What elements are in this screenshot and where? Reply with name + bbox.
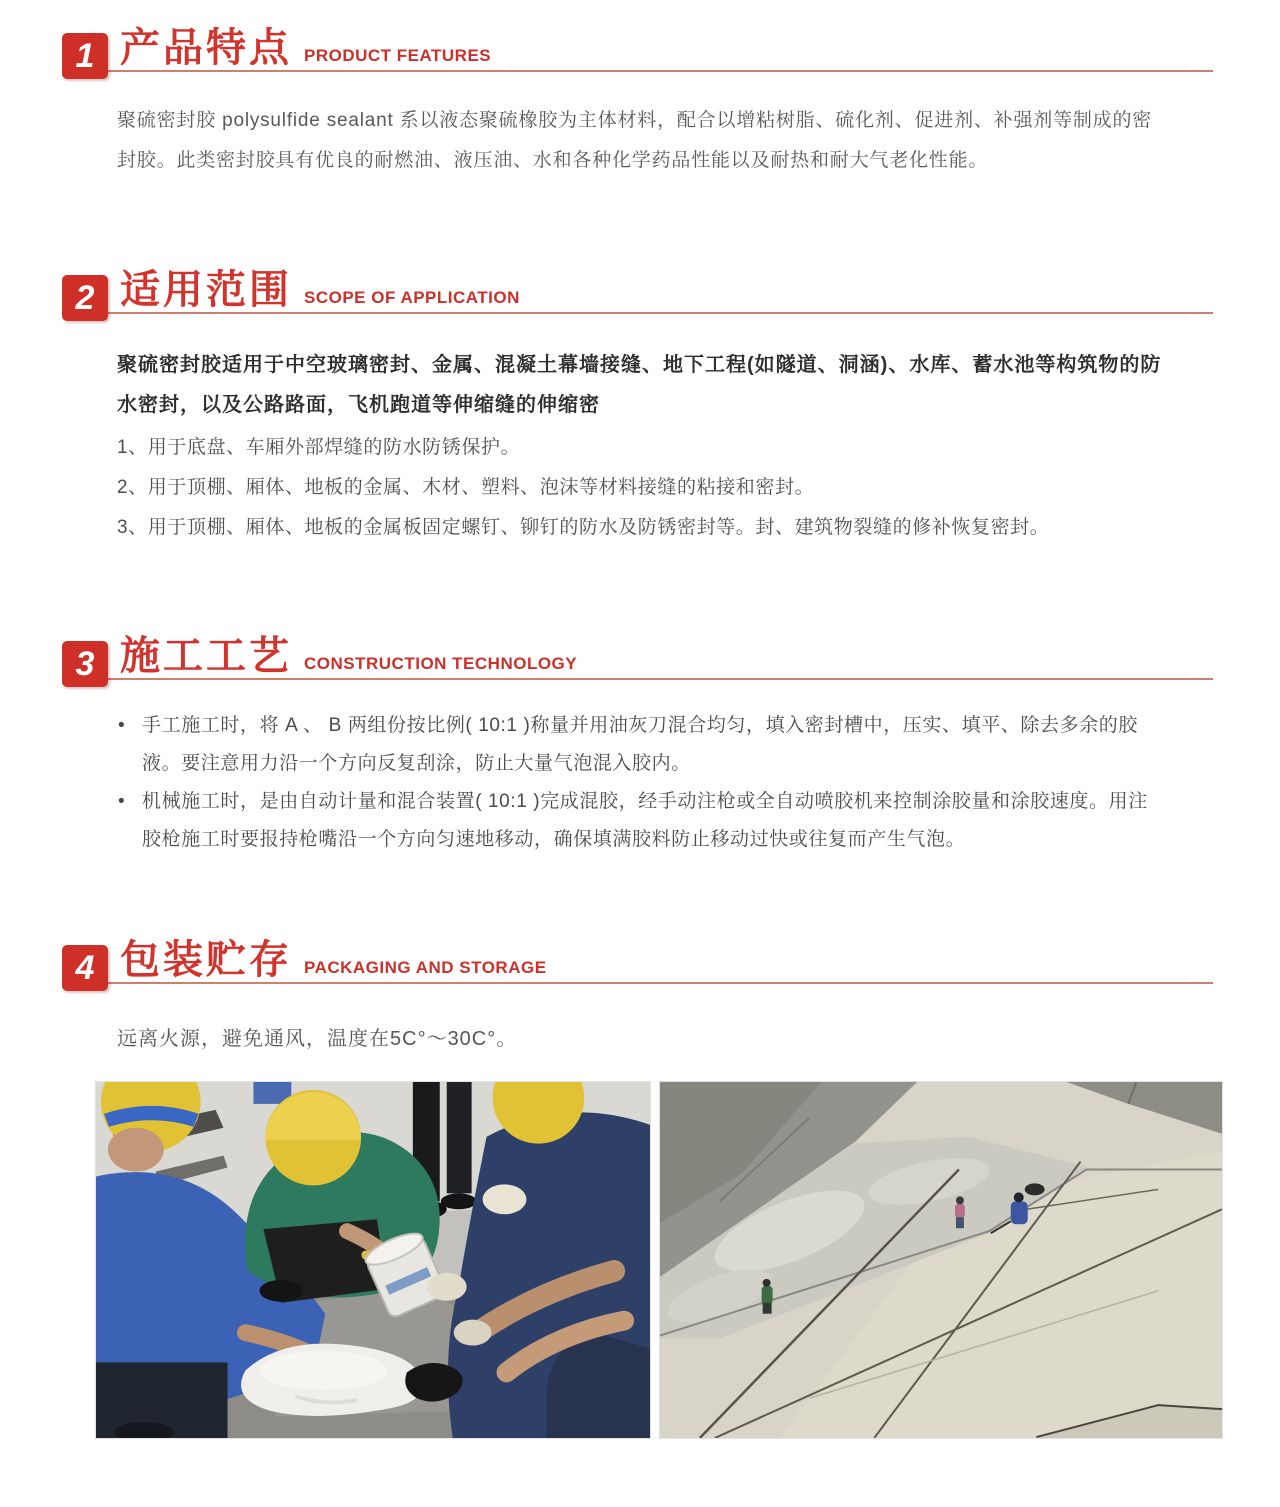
section-title-zh: 产品特点 xyxy=(120,26,292,70)
section-header xyxy=(62,938,1213,993)
workers-sealant-illustration xyxy=(96,1082,650,1438)
section-construction-technology xyxy=(62,634,1213,859)
bullet-marker: • xyxy=(118,791,125,812)
concrete-slope-illustration xyxy=(660,1082,1222,1438)
section-title-en: SCOPE OF APPLICATION xyxy=(304,288,520,307)
section-header xyxy=(62,26,1213,81)
section-header xyxy=(62,634,1213,689)
application-list xyxy=(117,431,1162,545)
content xyxy=(62,26,1213,1439)
section-titles xyxy=(120,928,547,985)
bullet-text: 机械施工时，是由自动计量和混合装置( 10:1 )完成混胶，经手动注枪或全自动喷胶机来控制涂胶量和涂胶速度。用注胶枪施工时要报持枪嘴沿一个方向匀速地移动，确保填满胶料防止移动过快或往复而产生气泡。 xyxy=(142,791,1148,850)
section-number: 3 xyxy=(75,644,95,683)
section-packaging-and-storage xyxy=(62,938,1213,1059)
list-item: 3、用于顶棚、厢体、地板的金属板固定螺钉、铆钉的防水及防锈密封等。封、建筑物裂缝的修补恢复密封。 xyxy=(117,517,1050,538)
section-number-badge xyxy=(62,945,108,991)
section-title-zh: 包装贮存 xyxy=(120,938,292,982)
photo-row xyxy=(95,1081,1223,1439)
section-title-en: PACKAGING AND STORAGE xyxy=(304,958,547,977)
section-titles xyxy=(120,258,520,315)
section-number-badge xyxy=(62,275,108,321)
list-item: 2、用于顶棚、厢体、地板的金属、木材、塑料、泡沫等材料接缝的粘接和密封。 xyxy=(117,477,815,498)
bullet-marker: • xyxy=(118,715,125,736)
section-titles xyxy=(120,16,491,73)
section-number: 1 xyxy=(75,36,95,75)
section-number: 2 xyxy=(75,278,95,317)
section-scope-of-application xyxy=(62,268,1213,545)
section-title-en: PRODUCT FEATURES xyxy=(304,46,492,65)
section-titles xyxy=(120,624,577,681)
storage-conditions: 远离火源，避免通风，温度在5C°～30C°。 xyxy=(117,1028,518,1050)
section-title-zh: 适用范围 xyxy=(120,268,292,312)
list-item: 1、用于底盘、车厢外部焊缝的防水防锈保护。 xyxy=(117,437,521,458)
section-title-zh: 施工工艺 xyxy=(120,634,292,678)
bullet-text: 手工施工时，将 A 、 B 两组份按比例( 10:1 )称量并用油灰刀混合均匀，填入密封槽中，压实、填平、除去多余的胶液。要注意用力沿一个方向反复刮涂，防止大量气泡混入胶内。 xyxy=(142,715,1139,774)
construction-steps xyxy=(118,707,1166,859)
section-product-features xyxy=(62,26,1213,181)
section-header xyxy=(62,268,1213,323)
section-number-badge xyxy=(62,33,108,79)
worker-figure-pink xyxy=(955,1196,965,1228)
section-number-badge xyxy=(62,641,108,687)
photo-concrete-slope-workers xyxy=(659,1081,1223,1439)
section-number: 4 xyxy=(75,948,95,987)
photo-workers-applying-sealant xyxy=(95,1081,651,1439)
paragraph: 聚硫密封胶 polysulfide sealant 系以液态聚硫橡胶为主体材料，配合以增粘树脂、硫化剂、促进剂、补强剂等制成的密封胶。此类密封胶具有优良的耐燃油、液压油、水和各种化学药品性能以及耐热和耐大气老化性能。 xyxy=(117,110,1153,171)
bullet-item xyxy=(118,783,1166,859)
lead-paragraph: 聚硫密封胶适用于中空玻璃密封、金属、混凝土幕墙接缝、地下工程(如隧道、洞涵)、水库、蓄水池等构筑物的防水密封，以及公路路面，飞机跑道等伸缩缝的伸缩密 xyxy=(117,354,1162,416)
bullet-item xyxy=(118,707,1166,783)
section-title-en: CONSTRUCTION TECHNOLOGY xyxy=(304,654,578,673)
